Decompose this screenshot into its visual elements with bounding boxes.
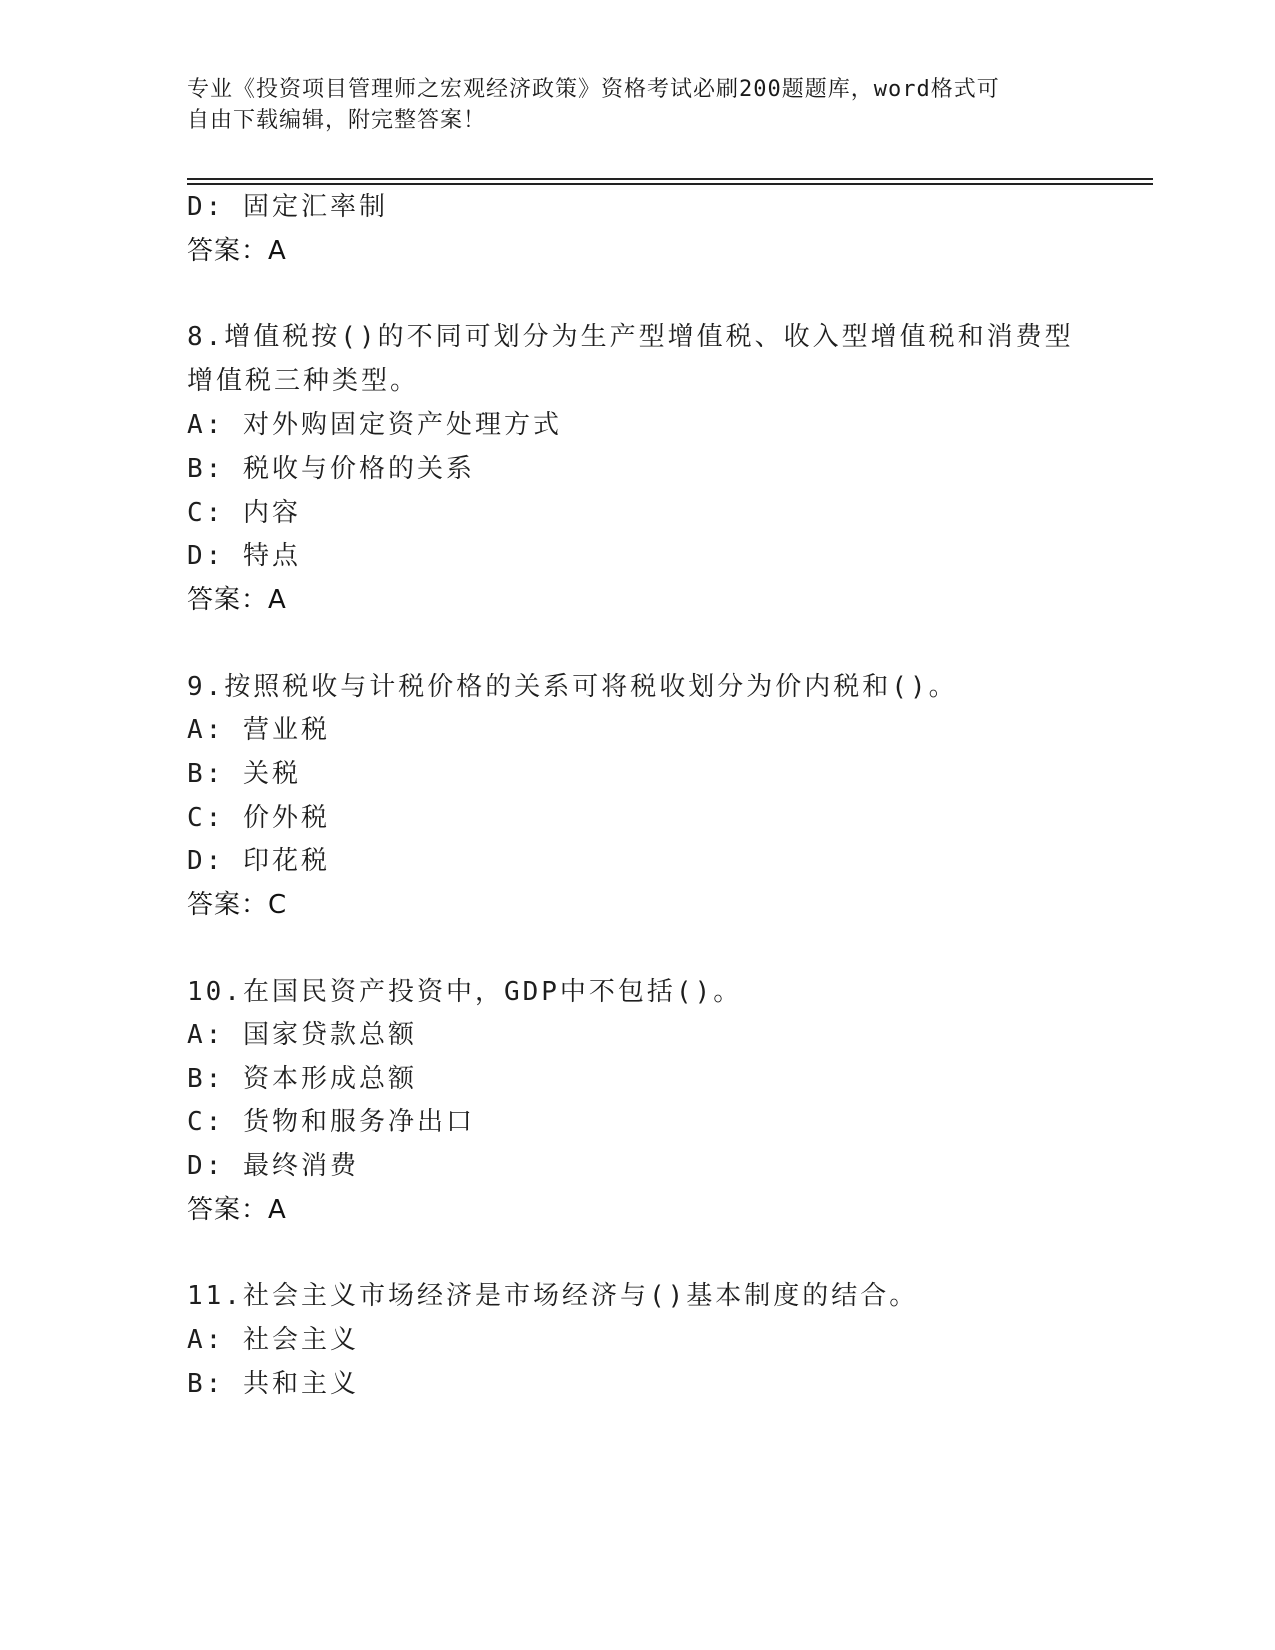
q8-stem-line-2: 增值税三种类型。 [187, 366, 420, 396]
q10-stem: 10.在国民资产投资中，GDP中不包括()。 [187, 977, 743, 1007]
header-line-1: 专业《投资项目管理师之宏观经济政策》资格考试必刷200题题库，word格式可 [187, 77, 1000, 102]
q8-stem-line-1: 8.增值税按()的不同可划分为生产型增值税、收入型增值税和消费型 [187, 322, 1074, 352]
header-divider-bottom [187, 183, 1153, 185]
q8-option-d: D: 特点 [187, 541, 301, 571]
q8-option-b: B: 税收与价格的关系 [187, 454, 475, 484]
q8-answer: 答案：A [187, 585, 287, 615]
q11-option-b: B: 共和主义 [187, 1369, 359, 1399]
q10-option-d: D: 最终消费 [187, 1151, 359, 1181]
q10-option-b: B: 资本形成总额 [187, 1064, 417, 1094]
q9-answer: 答案：C [187, 890, 288, 920]
q7-option-d: D: 固定汇率制 [187, 192, 388, 222]
q7-answer: 答案：A [187, 236, 287, 266]
q10-answer: 答案：A [187, 1195, 287, 1225]
q9-option-c: C: 价外税 [187, 803, 330, 833]
q9-option-b: B: 关税 [187, 759, 301, 789]
q9-option-a: A: 营业税 [187, 715, 330, 745]
q9-stem: 9.按照税收与计税价格的关系可将税收划分为价内税和()。 [187, 672, 958, 702]
q8-option-a: A: 对外购固定资产处理方式 [187, 410, 562, 440]
header-line-2: 自由下载编辑，附完整答案！ [187, 108, 487, 133]
q10-option-c: C: 货物和服务净出口 [187, 1107, 475, 1137]
q9-option-d: D: 印花税 [187, 846, 330, 876]
q10-option-a: A: 国家贷款总额 [187, 1020, 417, 1050]
header-divider-top [187, 178, 1153, 180]
document-header [187, 74, 1067, 136]
q8-option-c: C: 内容 [187, 498, 301, 528]
q11-stem: 11.社会主义市场经济是市场经济与()基本制度的结合。 [187, 1281, 919, 1311]
q11-option-a: A: 社会主义 [187, 1325, 359, 1355]
